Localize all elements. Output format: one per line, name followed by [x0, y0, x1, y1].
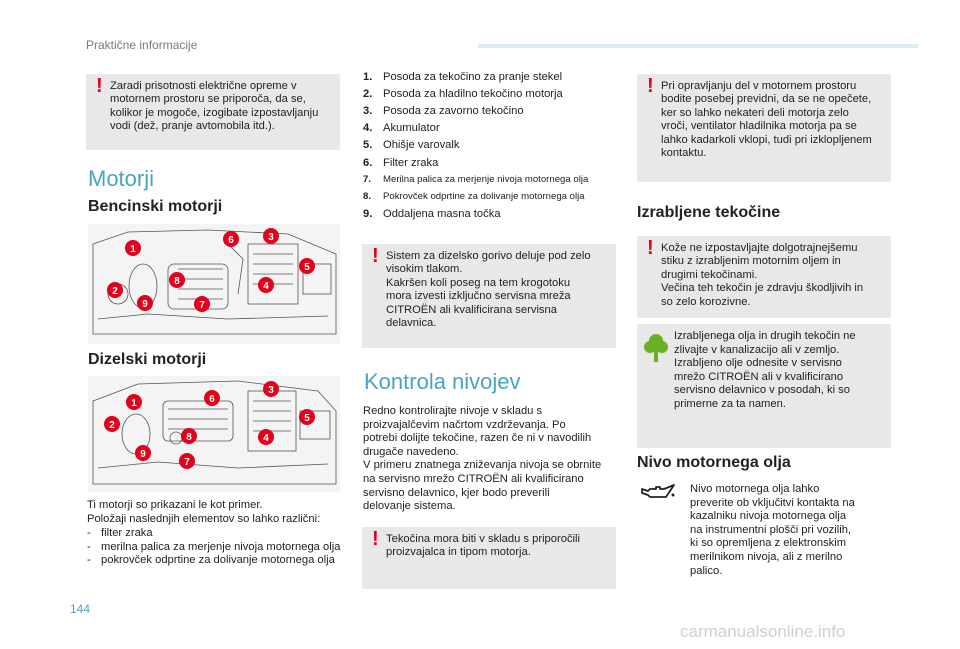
marker-8: 8: [186, 432, 192, 443]
nivo-heading: Nivo motornega olja: [637, 454, 791, 471]
dizelski-heading: Dizelski motorji: [88, 351, 207, 368]
petrol-engine-diagram: [88, 224, 340, 344]
watermark: carmanualsonline.info: [680, 622, 846, 641]
kontrola-body: Redno kontrolirajte nivoje v skladu s proizvajalčevim načrtom vzdrževanja. Po potrebi dolijte tekočine, razen če ni v navodilih drugače navedeno. V primeru znatnega zniževanja nivoja se obrnite na servisno mrežo CITROËN ali kvalificirano servisno delavnico, kjer bodo preverili delovanje sistema.: [363, 405, 602, 513]
marker-8: 8: [174, 276, 180, 287]
marker-6: 6: [228, 235, 234, 246]
warning-icon: !: [372, 245, 379, 267]
warning-text: Sistem za dizelsko gorivo deluje pod zelo visokim tlakom. Kakršen koli poseg na tem krogotoku mora izvesti izključno servisna mreža CITROËN ali kvalificirana servisna delavnica.: [386, 250, 591, 330]
warning-text: Kože ne izpostavljajte dolgotrajnejšemu stiku z izrabljenim motornim oljem in drugimi tekočinami. Večina teh tekočin je zdravju škodljivih in so zelo korozivne.: [661, 242, 864, 308]
marker-3: 3: [268, 385, 274, 396]
marker-7: 7: [199, 300, 205, 311]
nivo-body: Nivo motornega olja lahko preverite ob vključitvi kontakta na kazalniku nivoja motornega olja na instrumentni plošči pri vozilih, ki so opremljena z elektronskim merilnikom nivoja, ali z merilno palico.: [690, 483, 855, 577]
diesel-engine-diagram: [88, 376, 340, 492]
motorji-heading: Motorji: [88, 166, 155, 191]
list-item: 6. Filter zraka: [363, 156, 439, 169]
warning-box-diesel: [362, 244, 616, 348]
warning-icon: !: [372, 528, 379, 550]
list-item: - filter zraka: [87, 527, 153, 539]
marker-7: 7: [184, 457, 190, 468]
motorji-bullets: [87, 527, 342, 568]
list-item: 9. Oddaljena masna točka: [363, 208, 501, 221]
list-item: - pokrovček odprtine za dolivanje motornega olja: [87, 554, 335, 567]
warning-icon: !: [96, 75, 103, 97]
warning-box-skin: [637, 236, 891, 318]
list-item: 3. Posoda za zavorno tekočino: [363, 104, 524, 117]
marker-6: 6: [209, 394, 215, 405]
list-item: 8. Pokrovček odprtine za dolivanje motornega olja: [363, 191, 585, 203]
marker-1: 1: [131, 398, 137, 409]
list-item: 7. Merilna palica za merjenje nivoja motornega olja: [363, 174, 589, 186]
list-item: - merilna palica za merjenje nivoja motornega olja: [87, 540, 341, 553]
list-item: 1. Posoda za tekočino za pranje stekel: [363, 70, 563, 83]
marker-9: 9: [140, 449, 146, 460]
list-item: 5. Ohišje varovalk: [363, 139, 460, 152]
warning-icon: !: [647, 75, 654, 97]
environment-text: Izrabljenega olja in drugih tekočin ne zlivajte v kanalizacijo ali v zemljo. Izrabljeno olje odnesite v servisno mrežo CITROËN ali v kvalificirano servisno delavnico v posodah, ki so primerne za ta namen.: [674, 330, 856, 410]
warning-box-hot: [637, 74, 891, 182]
list-item: 2. Posoda za hladilno tekočino motorja: [363, 87, 563, 100]
marker-2: 2: [109, 420, 115, 431]
tree-icon: [643, 332, 669, 364]
warning-text: Zaradi prisotnosti električne opreme v motornem prostoru se priporoča, da se, kolikor je mogoče, izogibate izpostavljanju vodi (dež, pranje avtomobila itd.).: [110, 80, 319, 133]
warning-icon: !: [647, 237, 654, 259]
izrabljene-heading: Izrabljene tekočine: [637, 204, 781, 221]
marker-5: 5: [304, 413, 310, 424]
marker-5: 5: [304, 262, 310, 273]
warning-text: Tekočina mora biti v skladu s priporočili proizvajalca in tipom motorja.: [386, 533, 580, 559]
oil-can-icon: [640, 483, 676, 505]
section-title: Praktične informacije: [86, 38, 198, 52]
header-bar: [478, 44, 918, 48]
bencinski-heading: Bencinski motorji: [88, 198, 223, 215]
marker-1: 1: [130, 244, 136, 255]
warning-box-electric: [86, 74, 340, 150]
page-number: 144: [70, 602, 91, 616]
warning-box-fluid: [362, 527, 616, 589]
marker-2: 2: [112, 286, 118, 297]
list-item: 4. Akumulator: [363, 122, 440, 135]
motorji-intro: Ti motorji so prikazani le kot primer. Položaji naslednjih elementov so lahko različni:: [87, 499, 321, 525]
marker-9: 9: [142, 299, 148, 310]
kontrola-heading: Kontrola nivojev: [364, 369, 521, 394]
marker-4: 4: [263, 281, 269, 292]
marker-4: 4: [263, 433, 269, 444]
environment-box: [637, 324, 891, 448]
marker-3: 3: [268, 232, 274, 243]
warning-text: Pri opravljanju del v motornem prostoru bodite posebej previdni, da se ne opečete, ker so lahko nekateri deli motorja zelo vroči, ventilator hladilnika motorja pa se lahko kadarkoli vklopi, tudi pri izklopljenem kontaktu.: [661, 80, 872, 160]
component-legend: [363, 68, 613, 223]
